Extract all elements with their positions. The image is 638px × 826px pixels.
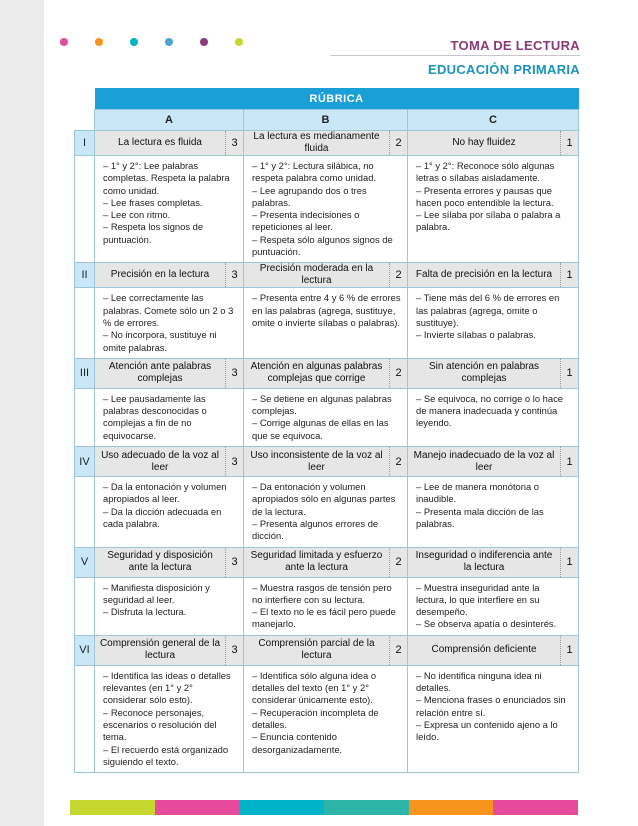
rubric-description-row <box>75 477 579 547</box>
level-score: 3 <box>226 635 244 665</box>
criterion-number: I <box>75 131 95 156</box>
bar-segment-5 <box>409 800 494 815</box>
rubric-title: RÚBRICA <box>95 88 579 110</box>
description-item: – 1° y 2°: Lee palabras completas. Respeta la palabra como unidad. <box>103 160 230 196</box>
level-label: Comprensión deficiente <box>408 635 561 665</box>
dot-2 <box>95 38 103 46</box>
column-header-a: A <box>95 110 244 131</box>
bar-segment-3 <box>239 800 324 815</box>
level-description <box>95 477 244 547</box>
level-label: Precisión moderada en la lectura <box>244 263 390 288</box>
description-row-spacer <box>75 288 95 358</box>
level-score: 2 <box>390 358 408 388</box>
description-item: – Lee correctamente las palabras. Comete sólo un 2 o 3 % de errores. <box>103 292 234 328</box>
description-item: – 1° y 2°: Lectura silábica, no respeta palabra como unidad. <box>252 160 377 184</box>
bar-segment-2 <box>155 800 240 815</box>
level-label: Comprensión general de la lectura <box>95 635 226 665</box>
description-item: – Menciona frases o enunciados sin relación entre sí. <box>416 694 566 718</box>
level-score: 2 <box>390 635 408 665</box>
description-item: – Lee agrupando dos o tres palabras. <box>252 184 367 208</box>
rubric-level-row <box>75 131 579 156</box>
description-item: – Reconoce personajes, escenarios o resolución del tema. <box>103 706 217 743</box>
criterion-number: II <box>75 263 95 288</box>
level-label: Inseguridad o indiferencia ante la lectura <box>408 547 561 577</box>
header-title: TOMA DE LECTURA <box>450 38 580 53</box>
rubric-level-row <box>75 635 579 665</box>
level-score: 1 <box>561 447 579 477</box>
header-subtitle: EDUCACIÓN PRIMARIA <box>427 62 580 77</box>
description-item: – Lee de manera monótona o inaudible. <box>416 481 540 505</box>
level-description <box>244 477 408 547</box>
page-spine <box>0 0 44 826</box>
level-score: 3 <box>226 447 244 477</box>
header-divider <box>330 55 580 56</box>
level-label: Precisión en la lectura <box>95 263 226 288</box>
level-score: 3 <box>226 358 244 388</box>
level-label: Atención en algunas palabras complejas que corrige <box>244 358 390 388</box>
criterion-number: III <box>75 358 95 388</box>
description-item: – Da la dicción adecuada en cada palabra. <box>103 505 222 529</box>
description-row-spacer <box>75 665 95 772</box>
dot-6 <box>235 38 243 46</box>
description-item: – Identifica las ideas o detalles relevantes (en 1° y 2° considerar sólo esto). <box>103 669 231 706</box>
criterion-number: VI <box>75 635 95 665</box>
dot-1 <box>60 38 68 46</box>
description-item: – Lee con ritmo. <box>103 209 171 221</box>
description-item: – Expresa un contenido ajeno a lo leído. <box>416 718 558 743</box>
rubric-level-row <box>75 447 579 477</box>
level-score: 2 <box>390 447 408 477</box>
criterion-number: IV <box>75 447 95 477</box>
level-description <box>244 156 408 263</box>
description-item: – Da la entonación y volumen apropiados al leer. <box>103 481 227 505</box>
level-description <box>95 665 244 772</box>
description-item: – Muestra rasgos de tensión pero no interfiere con su lectura. <box>252 581 392 605</box>
level-label: Seguridad y disposición ante la lectura <box>95 547 226 577</box>
level-description <box>95 288 244 358</box>
description-row-spacer <box>75 577 95 635</box>
level-description <box>408 388 579 446</box>
level-label: Uso inconsistente de la voz al leer <box>244 447 390 477</box>
bottom-color-bar <box>70 800 578 815</box>
bar-segment-1 <box>70 800 155 815</box>
bar-segment-6 <box>493 800 578 815</box>
description-item: – Disfruta la lectura. <box>103 606 187 618</box>
rubric-description-row <box>75 388 579 446</box>
description-item: – Recuperación incompleta de detalles. <box>252 706 379 730</box>
description-item: – Da entonación y volumen apropiados sólo en algunas partes de la lectura. <box>252 481 396 517</box>
rubric-level-row <box>75 358 579 388</box>
description-item: – Presenta entre 4 y 6 % de errores en las palabras (agrega, sustituye, omite o invierte sílabas o palabras). <box>252 292 401 328</box>
description-item: – Manifiesta disposición y seguridad al leer. <box>103 581 210 605</box>
description-row-spacer <box>75 477 95 547</box>
rubric-level-row <box>75 547 579 577</box>
description-item: – Presenta indecisiones o repeticiones al leer. <box>252 209 360 233</box>
description-item: – Identifica sólo alguna idea o detalles del texto (en 1° y 2° considerar únicamente esto). <box>252 669 377 706</box>
column-header-b: B <box>244 110 408 131</box>
description-item: – 1° y 2°: Reconoce sólo algunas letras o sílabas aisladamente. <box>416 160 555 184</box>
description-row-spacer <box>75 388 95 446</box>
description-item: – Muestra inseguridad ante la lectura, lo que interfiere en su desempeño. <box>416 581 540 618</box>
level-label: Atención ante palabras complejas <box>95 358 226 388</box>
column-header-c: C <box>408 110 579 131</box>
level-description <box>95 388 244 446</box>
description-item: – Presenta errores y pausas que hacen poco entendible la lectura. <box>416 184 554 208</box>
level-score: 2 <box>390 263 408 288</box>
level-label: La lectura es medianamente fluida <box>244 131 390 156</box>
level-description <box>408 477 579 547</box>
level-description <box>408 577 579 635</box>
rubric-description-row <box>75 288 579 358</box>
rubric-description-row <box>75 156 579 263</box>
dot-5 <box>200 38 208 46</box>
level-score: 3 <box>226 547 244 577</box>
dot-4 <box>165 38 173 46</box>
level-score: 1 <box>561 635 579 665</box>
description-item: – Se detiene en algunas palabras complejas. <box>252 392 392 417</box>
dot-3 <box>130 38 138 46</box>
level-score: 3 <box>226 263 244 288</box>
decorative-dots <box>60 38 243 46</box>
letters-corner <box>75 110 95 131</box>
description-item: – El recuerdo está organizado siguiendo el texto. <box>103 743 229 767</box>
description-item: – Presenta mala dicción de las palabras. <box>416 505 544 529</box>
description-item: – Lee frases completas. <box>103 196 203 208</box>
level-label: Uso adecuado de la voz al leer <box>95 447 226 477</box>
level-score: 2 <box>390 547 408 577</box>
level-description <box>95 577 244 635</box>
rubric-description-row <box>75 577 579 635</box>
level-description <box>244 577 408 635</box>
description-item: – El texto no le es fácil pero puede manejarlo. <box>252 606 396 630</box>
level-label: Falta de precisión en la lectura <box>408 263 561 288</box>
level-score: 3 <box>226 131 244 156</box>
description-item: – Respeta los signos de puntuación. <box>103 221 204 245</box>
description-item: – Enuncia contenido desorganizadamente. <box>252 731 343 755</box>
description-item: – No incorpora, sustituye ni omite palabras. <box>103 329 217 353</box>
level-score: 1 <box>561 358 579 388</box>
description-item: – No identifica ninguna idea ni detalles. <box>416 669 542 694</box>
level-description <box>408 288 579 358</box>
level-description <box>244 288 408 358</box>
level-label: Sin atención en palabras complejas <box>408 358 561 388</box>
rubric-table <box>74 88 579 773</box>
level-score: 1 <box>561 131 579 156</box>
description-item: – Invierte sílabas o palabras. <box>416 329 536 341</box>
level-label: La lectura es fluida <box>95 131 226 156</box>
rubric-level-row <box>75 263 579 288</box>
description-item: – Lee pausadamente las palabras desconocidas o complejas a fin de no equivocarse. <box>103 392 207 441</box>
level-description <box>408 156 579 263</box>
level-score: 1 <box>561 547 579 577</box>
description-item: – Respeta sólo algunos signos de puntuación. <box>252 233 393 258</box>
level-label: No hay fluidez <box>408 131 561 156</box>
rubric-description-row <box>75 665 579 772</box>
level-label: Seguridad limitada y esfuerzo ante la lectura <box>244 547 390 577</box>
level-description <box>244 665 408 772</box>
level-score: 1 <box>561 263 579 288</box>
description-item: – Se observa apatía o desinterés. <box>416 618 557 630</box>
description-item: – Presenta algunos errores de dicción. <box>252 517 379 542</box>
level-description <box>408 665 579 772</box>
level-score: 2 <box>390 131 408 156</box>
level-description <box>95 156 244 263</box>
level-label: Manejo inadecuado de la voz al leer <box>408 447 561 477</box>
description-item: – Tiene más del 6 % de errores en las palabras (agrega, omite o sustituye). <box>416 292 560 328</box>
bar-segment-4 <box>324 800 409 815</box>
level-description <box>244 388 408 446</box>
description-item: – Se equivoca, no corrige o lo hace de manera inadecuada y continúa leyendo. <box>416 392 563 429</box>
level-label: Comprensión parcial de la lectura <box>244 635 390 665</box>
description-item: – Lee sílaba por sílaba o palabra a palabra. <box>416 209 561 233</box>
rubric-corner <box>75 88 95 110</box>
rubric-body <box>75 131 579 773</box>
criterion-number: V <box>75 547 95 577</box>
description-item: – Corrige algunas de ellas en las que se equivoca. <box>252 417 389 441</box>
description-row-spacer <box>75 156 95 263</box>
